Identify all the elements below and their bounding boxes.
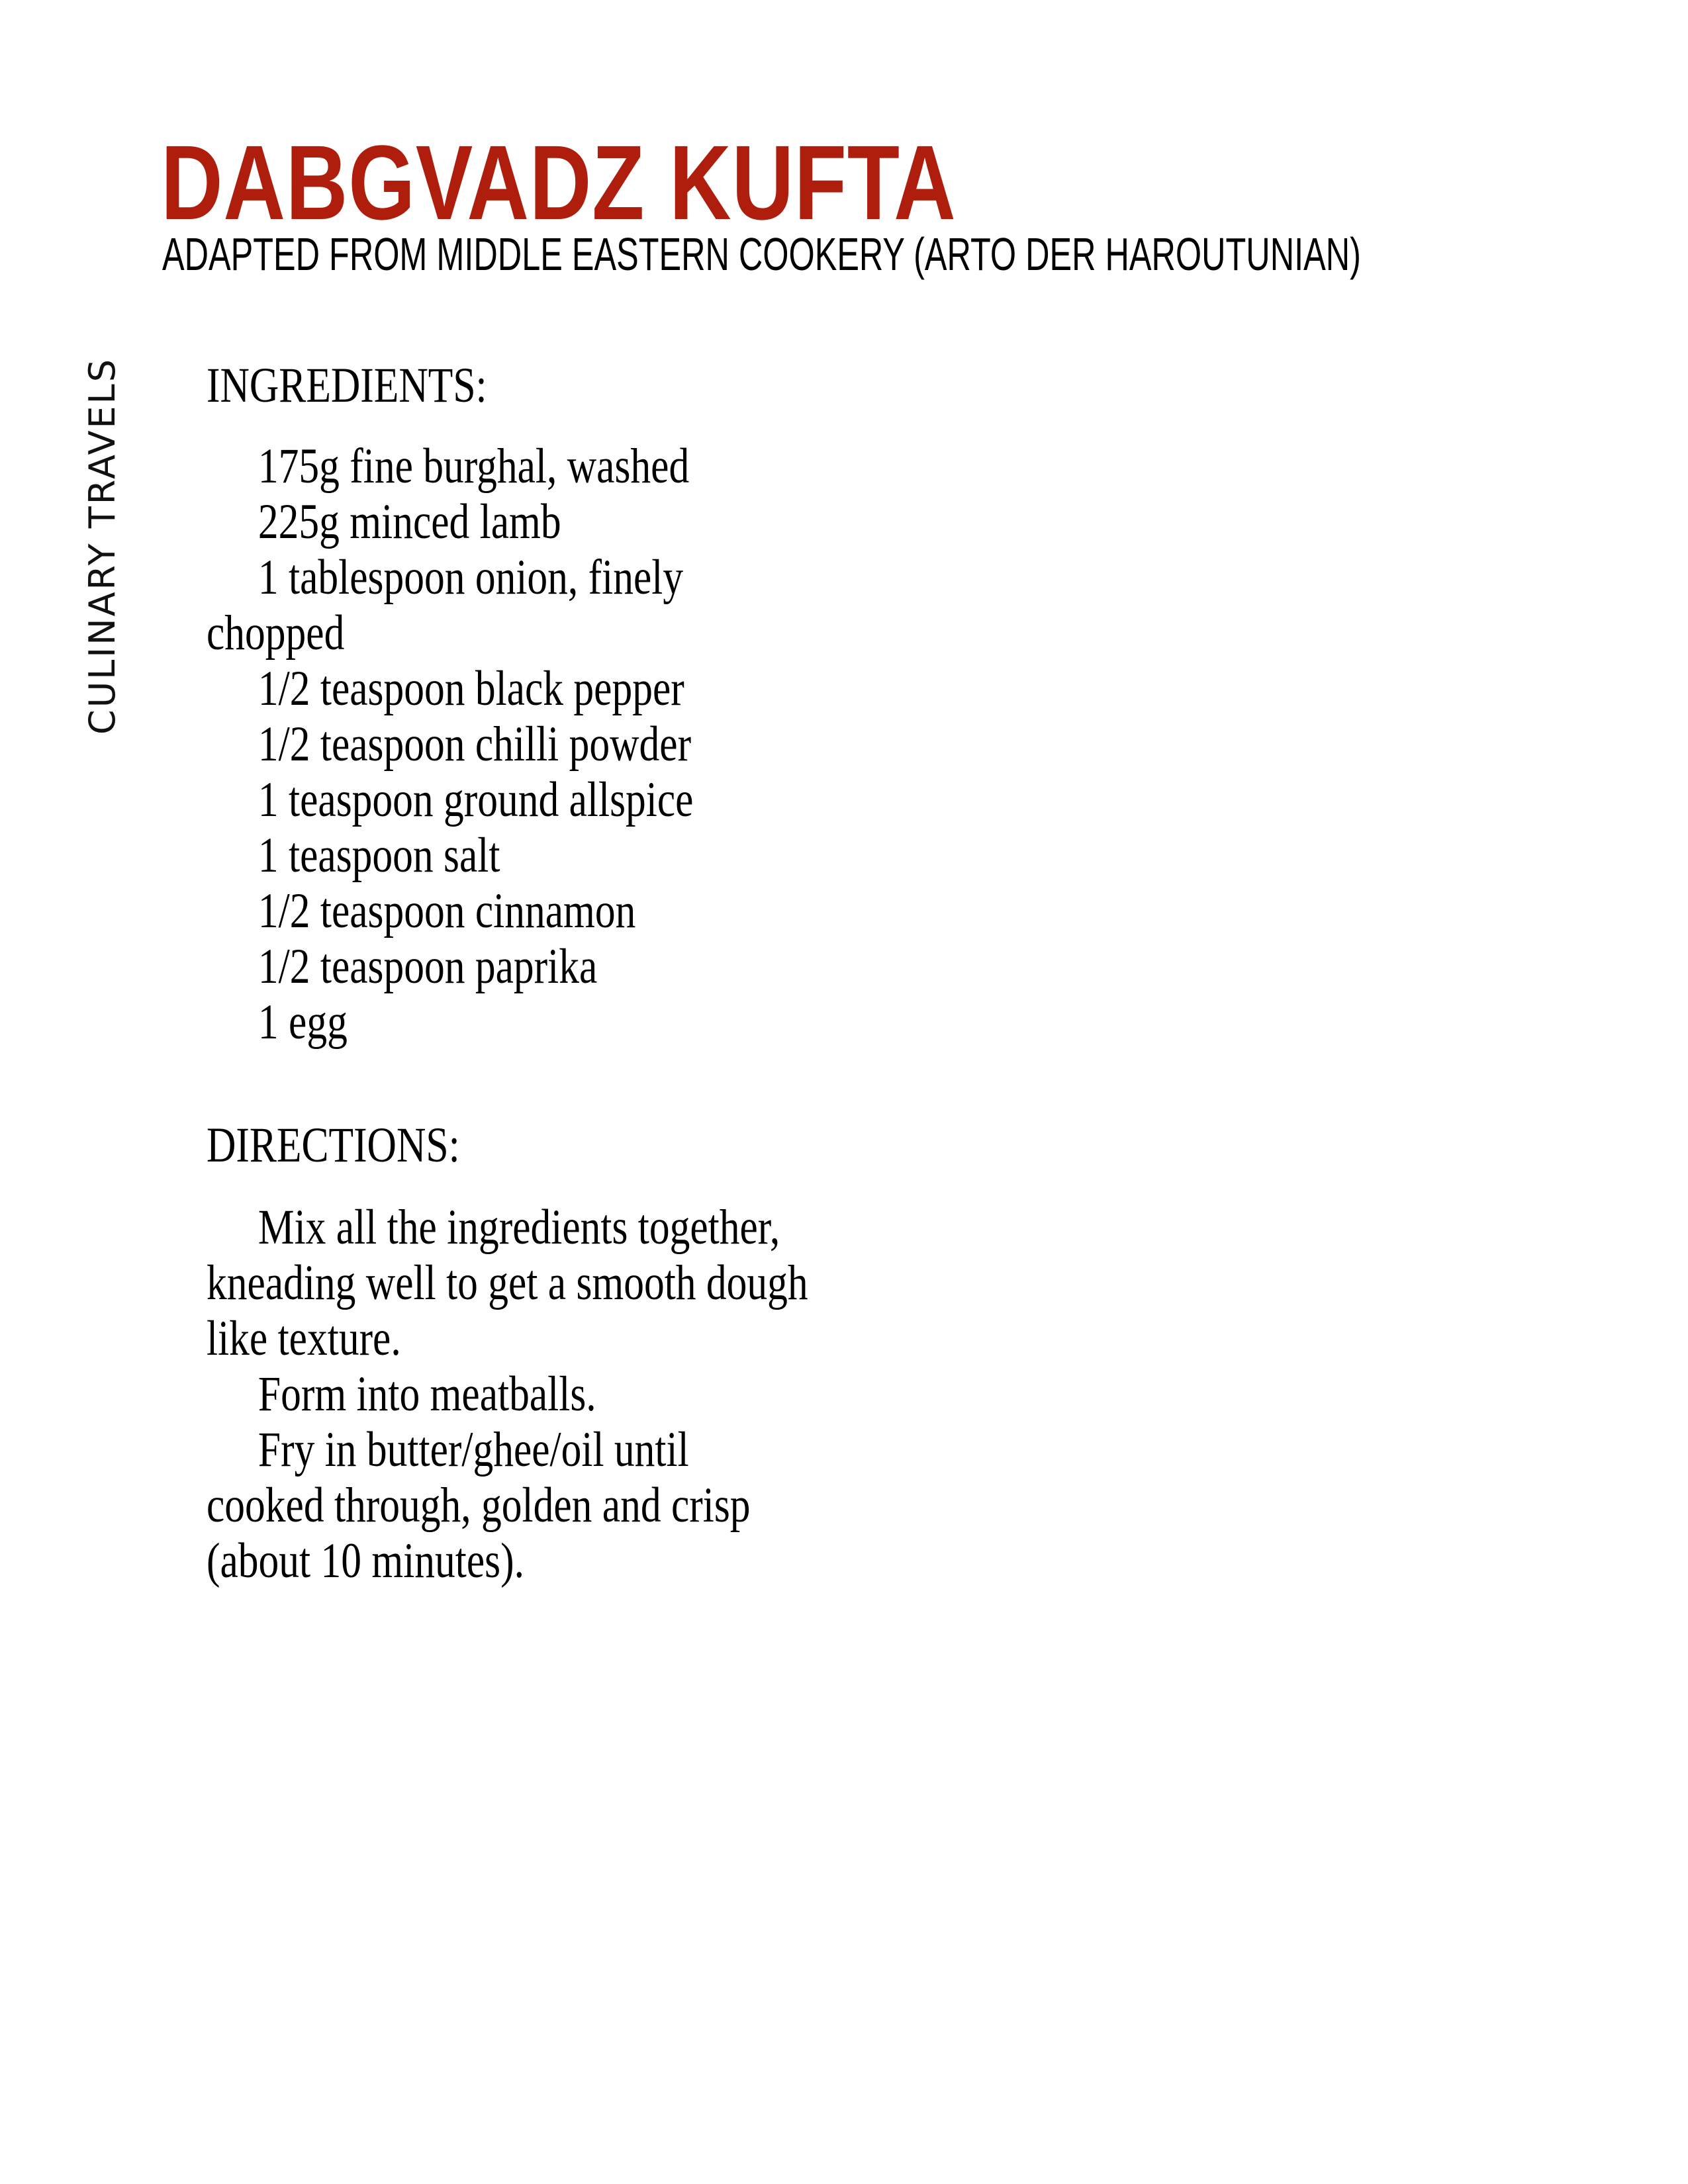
ingredient-line: 1/2 teaspoon paprika: [258, 939, 598, 994]
directions-line: Fry in butter/ghee/oil until: [258, 1422, 689, 1477]
ingredient-line: 175g fine burghal, washed: [258, 439, 690, 494]
directions-line: (about 10 minutes).: [207, 1533, 524, 1588]
directions-heading: DIRECTIONS:: [207, 1118, 460, 1173]
ingredients-list: [207, 439, 1021, 1050]
ingredient-line: 1/2 teaspoon cinnamon: [258, 884, 636, 938]
ingredient-line: 1/2 teaspoon chilli powder: [258, 717, 692, 772]
recipe-subtitle: ADAPTED FROM MIDDLE EASTERN COOKERY (ARTO DER HAROUTUNIAN): [162, 228, 1361, 280]
ingredient-line-continuation: chopped: [207, 606, 345, 660]
directions-line: Mix all the ingredients together,: [258, 1200, 780, 1255]
ingredient-line: 1/2 teaspoon black pepper: [258, 661, 684, 716]
ingredient-line: 1 egg: [258, 995, 348, 1050]
ingredient-line: 1 tablespoon onion, finely: [258, 550, 684, 605]
directions-line: cooked through, golden and crisp: [207, 1478, 751, 1533]
recipe-title: DABGVADZ KUFTA: [161, 123, 957, 242]
ingredient-line: 1 teaspoon salt: [258, 828, 500, 883]
ingredient-line: 1 teaspoon ground allspice: [258, 772, 694, 827]
directions-line: Form into meatballs.: [258, 1367, 596, 1422]
directions-line: like texture.: [207, 1311, 401, 1366]
culinary-travels-vertical-logo: CULINARY TRAVELS: [81, 357, 123, 735]
directions-line: kneading well to get a smooth dough: [207, 1255, 808, 1310]
ingredients-heading: INGREDIENTS:: [207, 358, 487, 413]
directions-text: [207, 1200, 1021, 1589]
ingredient-line: 225g minced lamb: [258, 494, 561, 549]
